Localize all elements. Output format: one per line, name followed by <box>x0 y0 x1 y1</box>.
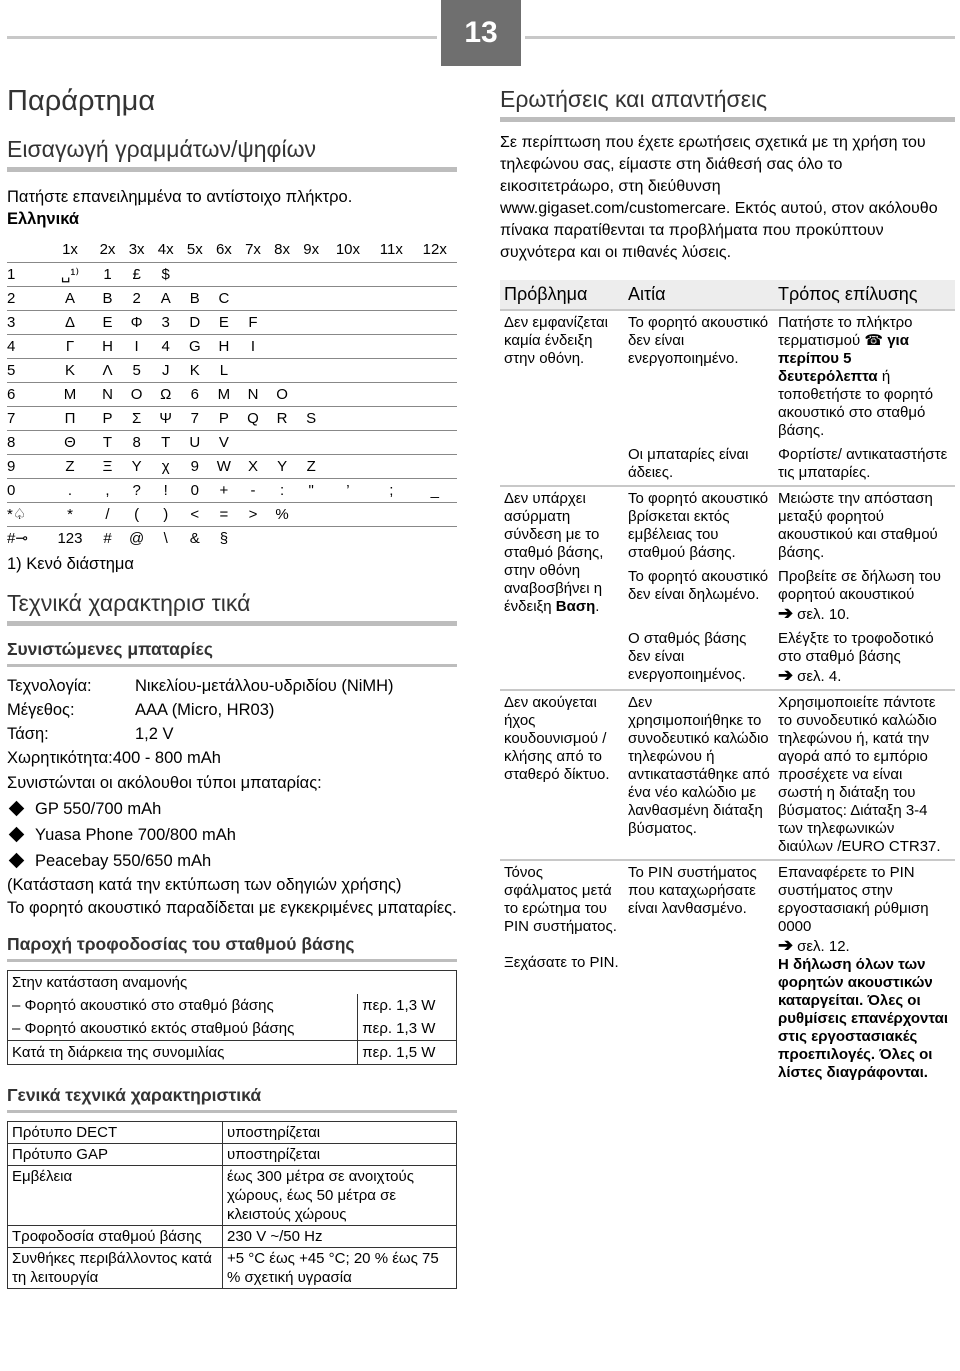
input-heading: Εισαγωγή γραμμάτων/ψηφίων <box>7 136 317 162</box>
character-cell: Ε <box>93 310 122 334</box>
key-row <box>7 358 457 382</box>
character-cell: F <box>238 310 267 334</box>
spec-value: υποστηρίζεται <box>223 1143 457 1165</box>
key-row <box>7 478 457 502</box>
solution-cell <box>774 565 955 627</box>
battery-type-list <box>7 796 457 874</box>
character-cell: U <box>180 430 209 454</box>
spec-value: +5 °C έως +45 °C; 20 % έως 75 % σχετική υγρασία <box>223 1247 457 1288</box>
character-cell <box>413 502 457 526</box>
key-label: 1 <box>7 262 47 286</box>
key-row <box>7 430 457 454</box>
character-cell: Ο <box>122 382 151 406</box>
left-column <box>7 84 457 1289</box>
diamond-bullet-icon <box>9 827 25 843</box>
character-cell: 1 <box>93 262 122 286</box>
spec-value: 230 V ~/50 Hz <box>223 1225 457 1247</box>
power-table <box>7 970 457 1065</box>
character-cell: - <box>238 478 267 502</box>
key-row <box>7 502 457 526</box>
spec-name: Πρότυπο DECT <box>8 1121 223 1143</box>
character-cell <box>326 382 370 406</box>
key-row <box>7 382 457 406</box>
end-call-key-icon: ☎ <box>864 332 884 349</box>
character-cell: W <box>209 454 238 478</box>
character-cell <box>370 526 412 550</box>
spec-value: 1,2 V <box>135 724 174 743</box>
character-cell: Ν <box>93 382 122 406</box>
divider <box>7 167 457 172</box>
character-cell: # <box>93 526 122 550</box>
problem-text: Ξεχάσατε το PIN. <box>504 954 619 971</box>
character-cell <box>326 334 370 358</box>
battery-type: Peacebay 550/650 mAh <box>35 851 212 870</box>
battery-type-item <box>7 796 457 822</box>
character-cell <box>326 430 370 454</box>
character-cell: O <box>268 382 297 406</box>
character-cell: Γ <box>47 334 93 358</box>
character-cell <box>297 310 326 334</box>
character-cell: 4 <box>151 334 180 358</box>
character-cell: ’ <box>326 478 370 502</box>
header-problem: Πρόβλημα <box>500 280 624 310</box>
spec-value: AAA (Micro, HR03) <box>135 700 275 719</box>
character-cell <box>370 310 412 334</box>
character-cell: Φ <box>122 310 151 334</box>
character-cell: 2 <box>122 286 151 310</box>
page-ref: σελ. 4. <box>797 668 842 685</box>
key-label: 9 <box>7 454 47 478</box>
divider <box>7 1110 457 1113</box>
top-rule-right <box>525 36 955 39</box>
power-heading: Παροχή τροφοδοσίας του σταθμού βάσης <box>7 933 355 954</box>
tech-title: Τεχνικά χαρακτηρισ τικά <box>7 589 251 616</box>
character-cell: Β <box>93 286 122 310</box>
key-label: 8 <box>7 430 47 454</box>
character-cell <box>268 526 297 550</box>
divider <box>7 621 457 626</box>
character-cell: R <box>268 406 297 430</box>
diamond-bullet-icon <box>9 801 25 817</box>
divider <box>7 959 457 962</box>
character-cell <box>413 430 457 454</box>
character-cell: " <box>297 478 326 502</box>
press-count-header: 6x <box>215 241 232 259</box>
faq-table <box>500 280 955 1085</box>
character-cell <box>297 262 326 286</box>
spec-name: Εμβέλεια <box>8 1165 223 1225</box>
page-number: 13 <box>441 0 521 66</box>
press-count-header: 10x <box>335 241 361 259</box>
solution-text: Ελέγξτε το τροφοδοτικό στο σταθμό βάσης <box>778 630 934 665</box>
solution-cell: Χρησιμοποιείτε πάντοτε το συνοδευτικό καλώδιο τηλεφώνου ή, κατά την αγορά από το εμπόριο προσέχετε να είναι σωστή η διάταξη του βύσματος: Διάταξη 3-4 των τηλεφωνικών διαύλων /EURO CTR37. <box>774 690 955 860</box>
key-row <box>7 262 457 286</box>
character-cell: ? <box>122 478 151 502</box>
header-corner <box>7 238 47 262</box>
spec-table-row <box>8 1165 457 1225</box>
spec-name: Πρότυπο GAP <box>8 1143 223 1165</box>
character-cell: 5 <box>122 358 151 382</box>
character-cell: \ <box>151 526 180 550</box>
character-cell: / <box>93 502 122 526</box>
press-count-header: 3x <box>128 241 145 259</box>
character-cell: V <box>209 430 238 454</box>
character-cell: E <box>209 310 238 334</box>
character-cell: % <box>268 502 297 526</box>
call-label: Κατά τη διάρκεια της συνομιλίας <box>12 1043 225 1061</box>
solution-text: Προβείτε σε δήλωση του φορητού ακουστικού <box>778 568 941 603</box>
character-cell: 8 <box>122 430 151 454</box>
character-cell: I <box>238 334 267 358</box>
character-cell <box>370 406 412 430</box>
character-cell: > <box>238 502 267 526</box>
character-cell: < <box>180 502 209 526</box>
character-cell: Q <box>238 406 267 430</box>
key-label: #⊸ <box>7 526 47 550</box>
character-cell <box>326 310 370 334</box>
character-cell: T <box>151 430 180 454</box>
press-count-header: 11x <box>379 241 403 259</box>
press-count-header: 8x <box>274 241 290 259</box>
character-cell <box>413 310 457 334</box>
cause-cell: Δεν χρησιμοποιήθηκε το συνοδευτικό καλώδιο τηλεφώνου ή αντικαταστάθηκε από ένα νέο καλώδιο με λανθασμένη διάταξη βύσματος. <box>624 690 774 860</box>
problem-cell <box>500 860 624 1085</box>
character-cell: ; <box>370 478 412 502</box>
character-cell: @ <box>122 526 151 550</box>
solution-cell <box>774 310 955 443</box>
character-cell <box>238 262 267 286</box>
character-cell: Ρ <box>93 406 122 430</box>
spec-row <box>7 698 457 722</box>
input-instruction: Πατήστε επανειλημμένα το αντίστοιχο πλήκτρο. <box>7 188 353 206</box>
character-cell <box>326 406 370 430</box>
spec-label: Τάση: <box>7 724 49 743</box>
key-label: *♤ <box>7 502 47 526</box>
character-cell: : <box>268 478 297 502</box>
spec-table-row <box>8 1225 457 1247</box>
language-label: Ελληνικά <box>7 209 79 228</box>
solution-cell: Φορτίστε/ αντικαταστήστε τις μπαταρίες. <box>778 446 948 481</box>
character-cell <box>238 526 267 550</box>
character-cell <box>413 382 457 406</box>
solution-cell <box>774 627 955 690</box>
cause-cell: Το φορητό ακουστικό δεν είναι δηλωμένο. <box>628 568 769 603</box>
character-cell <box>413 454 457 478</box>
press-count-header: 4x <box>157 241 174 259</box>
character-cell: ) <box>151 502 180 526</box>
character-cell: S <box>297 406 326 430</box>
solution-text: Επαναφέρετε το PIN συστήματος στην εργοστασιακή ρύθμιση 0000 <box>778 864 929 935</box>
character-cell: Ω <box>151 382 180 406</box>
character-cell <box>209 262 238 286</box>
page-ref: σελ. 12. <box>797 938 850 955</box>
cause-cell: Το φορητό ακουστικό βρίσκεται εκτός εμβέλειας του σταθμού βάσης. <box>624 486 774 565</box>
on-base-value: περ. 1,3 W <box>358 994 457 1017</box>
character-cell: _ <box>413 478 457 502</box>
character-cell: 7 <box>180 406 209 430</box>
character-cell <box>268 430 297 454</box>
character-cell: ␣¹⁾ <box>47 262 93 286</box>
character-cell <box>370 502 412 526</box>
character-cell: Ι <box>122 334 151 358</box>
character-table <box>7 238 457 550</box>
spec-row <box>7 674 457 698</box>
battery-specs <box>7 674 457 746</box>
character-cell: & <box>180 526 209 550</box>
arrow-right-icon: ➔ <box>778 665 794 685</box>
character-cell <box>326 286 370 310</box>
character-cell: Π <box>47 406 93 430</box>
character-cell: Λ <box>93 358 122 382</box>
character-cell: Ξ <box>93 454 122 478</box>
key-row <box>7 286 457 310</box>
character-cell: J <box>151 358 180 382</box>
character-cell <box>326 526 370 550</box>
top-rule-left <box>7 36 437 39</box>
character-cell: * <box>47 502 93 526</box>
faq-title: Ερωτήσεις και απαντήσεις <box>500 86 768 112</box>
spec-name: Συνθήκες περιβάλλοντος κατά τη λειτουργία <box>8 1247 223 1288</box>
character-cell <box>238 286 267 310</box>
key-row <box>7 454 457 478</box>
character-cell: D <box>180 310 209 334</box>
capacity: Χωρητικότητα:400 - 800 mAh <box>7 748 221 767</box>
character-cell <box>413 334 457 358</box>
character-cell <box>297 382 326 406</box>
character-cell: Z <box>297 454 326 478</box>
character-cell: L <box>209 358 238 382</box>
page-ref: σελ. 10. <box>797 606 850 623</box>
spec-label: Μέγεθος: <box>7 700 75 719</box>
right-column <box>500 84 955 1085</box>
spec-value: υποστηρίζεται <box>223 1121 457 1143</box>
character-cell: H <box>209 334 238 358</box>
spec-table-row <box>8 1121 457 1143</box>
character-cell <box>370 382 412 406</box>
key-label: 5 <box>7 358 47 382</box>
character-cell: 6 <box>180 382 209 406</box>
key-label: 4 <box>7 334 47 358</box>
key-row <box>7 334 457 358</box>
character-cell: 0 <box>180 478 209 502</box>
character-cell: Τ <box>93 430 122 454</box>
character-cell <box>238 430 267 454</box>
off-base-value: περ. 1,3 W <box>358 1017 457 1041</box>
spec-value: έως 300 μέτρα σε ανοιχτούς χώρους, έως 50 μέτρα σε κλειστούς χώρους <box>223 1165 457 1225</box>
character-cell: § <box>209 526 238 550</box>
standby-label: Στην κατάσταση αναμονής <box>12 973 188 991</box>
character-cell: K <box>180 358 209 382</box>
character-cell: Θ <box>47 430 93 454</box>
character-cell <box>370 430 412 454</box>
character-cell: χ <box>151 454 180 478</box>
character-cell <box>297 502 326 526</box>
character-cell <box>268 262 297 286</box>
character-cell: Μ <box>47 382 93 406</box>
press-count-header: 2x <box>99 241 116 259</box>
character-cell <box>413 526 457 550</box>
character-cell: Y <box>268 454 297 478</box>
character-cell <box>297 430 326 454</box>
character-cell <box>326 262 370 286</box>
character-cell <box>370 454 412 478</box>
character-cell <box>370 334 412 358</box>
cause-cell: Το φορητό ακουστικό δεν είναι ενεργοποιημένο. <box>624 310 774 443</box>
character-cell <box>268 286 297 310</box>
solution-cell <box>774 860 955 1085</box>
character-cell <box>297 286 326 310</box>
solution-cell: Μειώστε την απόσταση μεταξύ φορητού ακουστικού και σταθμού βάσης. <box>774 486 955 565</box>
problem-cell: Δεν υπάρχει ασύρματη σύνδεση με το σταθμό βάσης, στην οθόνη αναβοσβήνει η ένδειξη Βαση. <box>500 486 624 690</box>
key-label: 6 <box>7 382 47 406</box>
print-note: (Κατάσταση κατά την εκτύπωση των οδηγιών χρήσης) <box>7 875 402 894</box>
problem-cell: Δεν εμφανίζεται καμία ένδειξη στην οθόνη. <box>500 310 624 486</box>
character-cell: ( <box>122 502 151 526</box>
character-cell <box>413 358 457 382</box>
character-cell: = <box>209 502 238 526</box>
solution-text: ή τοποθετήστε το φορητό ακουστικό στο σταθμό βάσης. <box>778 368 934 439</box>
character-cell <box>268 334 297 358</box>
appendix-title: Παράρτημα <box>7 85 156 117</box>
character-cell <box>180 262 209 286</box>
problem-text: Δεν υπάρχει ασύρματη σύνδεση με το σταθμό βάσης, στην οθόνη αναβοσβήνει η ένδειξη <box>504 490 604 615</box>
faq-intro: Σε περίπτωση που έχετε ερωτήσεις σχετικά με τη χρήση του τηλεφώνου σας, είμαστε στη διάθεσή σας όλο το εικοσιτετράωρο, στη διεύθυνση www.gigaset.com/customercare. Εκτός αυτού, στον ακόλουθο πίνακα παρατίθενται τα προβλήματα που προκύπτουν συχνότερα και οι πιθανές λύσεις. <box>500 134 938 261</box>
character-cell <box>413 262 457 286</box>
character-cell <box>326 358 370 382</box>
recommended-intro: Συνιστώνται οι ακόλουθοι τύποι μπαταρίας: <box>7 773 322 792</box>
cause-cell: Οι μπαταρίες είναι άδειες. <box>628 446 749 481</box>
cause-cell: Το PIN συστήματος που καταχωρήσατε είναι λανθασμένο. <box>624 860 774 1085</box>
key-label: 2 <box>7 286 47 310</box>
character-cell: Α <box>47 286 93 310</box>
call-value: περ. 1,5 W <box>358 1040 457 1064</box>
character-cell: P <box>209 406 238 430</box>
arrow-right-icon: ➔ <box>778 935 794 955</box>
key-label: 7 <box>7 406 47 430</box>
character-cell: B <box>180 286 209 310</box>
character-cell: £ <box>122 262 151 286</box>
character-cell <box>413 406 457 430</box>
character-cell: Η <box>93 334 122 358</box>
character-cell: 9 <box>180 454 209 478</box>
key-row <box>7 526 457 550</box>
battery-type: GP 550/700 mAh <box>35 799 162 818</box>
character-cell <box>326 454 370 478</box>
general-heading: Γενικά τεχνικά χαρακτηριστικά <box>7 1084 262 1105</box>
character-cell <box>268 310 297 334</box>
delivery-note: Το φορητό ακουστικό παραδίδεται με εγκεκριμένες μπαταρίες. <box>7 898 457 917</box>
character-cell: C <box>209 286 238 310</box>
character-cell: Υ <box>122 454 151 478</box>
battery-type-item <box>7 822 457 848</box>
character-cell <box>370 358 412 382</box>
character-cell: Ψ <box>151 406 180 430</box>
press-count-header: 12x <box>422 241 447 259</box>
spec-label: Τεχνολογία: <box>7 676 92 695</box>
diamond-bullet-icon <box>9 853 25 869</box>
off-base-label: – Φορητό ακουστικό εκτός σταθμού βάσης <box>12 1019 295 1037</box>
base-indicator-text: Βαση <box>555 598 596 615</box>
divider <box>7 664 457 667</box>
general-table <box>7 1121 457 1289</box>
footnote: 1) Κενό διάστημα <box>7 555 134 573</box>
press-count-header: 7x <box>245 241 261 259</box>
key-label: 3 <box>7 310 47 334</box>
character-cell: Σ <box>122 406 151 430</box>
character-cell <box>268 358 297 382</box>
character-cell <box>370 286 412 310</box>
character-cell: $ <box>151 262 180 286</box>
character-cell: Δ <box>47 310 93 334</box>
header-solution: Τρόπος επίλυσης <box>774 280 955 310</box>
character-cell <box>297 334 326 358</box>
character-cell <box>238 358 267 382</box>
header-cause: Αιτία <box>624 280 774 310</box>
spec-row <box>7 722 457 746</box>
character-cell: N <box>238 382 267 406</box>
spec-table-row <box>8 1143 457 1165</box>
spec-value: Νικελίου-μετάλλου-υδριδίου (NiMH) <box>135 676 394 695</box>
character-cell: 3 <box>151 310 180 334</box>
character-cell <box>326 502 370 526</box>
character-cell <box>297 358 326 382</box>
character-cell: Κ <box>47 358 93 382</box>
press-count-header: 5x <box>186 241 203 259</box>
character-cell: G <box>180 334 209 358</box>
character-cell: , <box>93 478 122 502</box>
press-count-header: 9x <box>303 241 320 259</box>
character-cell: + <box>209 478 238 502</box>
key-label: 0 <box>7 478 47 502</box>
solution-text: Πατήστε το πλήκτρο τερματισμού <box>778 314 913 349</box>
spec-name: Τροφοδοσία σταθμού βάσης <box>8 1225 223 1247</box>
problem-cell: Δεν ακούγεται ήχος κουδουνισμού /κλήσης από το σταθερό δίκτυο. <box>500 690 624 860</box>
character-cell: 123 <box>47 526 93 550</box>
solution-bold-text: για περίπου 5 δευτερόλεπτα <box>778 332 909 385</box>
spec-table-row <box>8 1247 457 1288</box>
solution-bold-text: Η δήλωση όλων των φορητών ακουστικών καταργείται. Όλες οι ρυθμίσεις επανέρχονται στις εργοστασιακές προεπιλογές. Όλες οι λίστες διαγράφονται. <box>778 956 949 1081</box>
character-cell <box>370 262 412 286</box>
cause-cell: Ο σταθμός βάσης δεν είναι ενεργοποιημένος. <box>628 630 747 683</box>
press-count-header: 1x <box>62 241 78 259</box>
character-cell <box>297 526 326 550</box>
character-cell: . <box>47 478 93 502</box>
on-base-label: – Φορητό ακουστικό στο σταθμό βάσης <box>12 996 274 1014</box>
character-cell: Ζ <box>47 454 93 478</box>
battery-type: Yuasa Phone 700/800 mAh <box>35 825 236 844</box>
problem-text: Τόνος σφάλματος μετά το ερώτημα του PIN συστήματος. <box>504 864 617 935</box>
key-row <box>7 406 457 430</box>
arrow-right-icon: ➔ <box>778 603 794 623</box>
battery-type-item <box>7 848 457 874</box>
character-cell: ! <box>151 478 180 502</box>
batteries-heading: Συνιστώμενες μπαταρίες <box>7 638 213 659</box>
character-cell <box>413 286 457 310</box>
character-cell: M <box>209 382 238 406</box>
key-row <box>7 310 457 334</box>
character-cell: A <box>151 286 180 310</box>
divider <box>500 117 955 122</box>
character-cell: X <box>238 454 267 478</box>
